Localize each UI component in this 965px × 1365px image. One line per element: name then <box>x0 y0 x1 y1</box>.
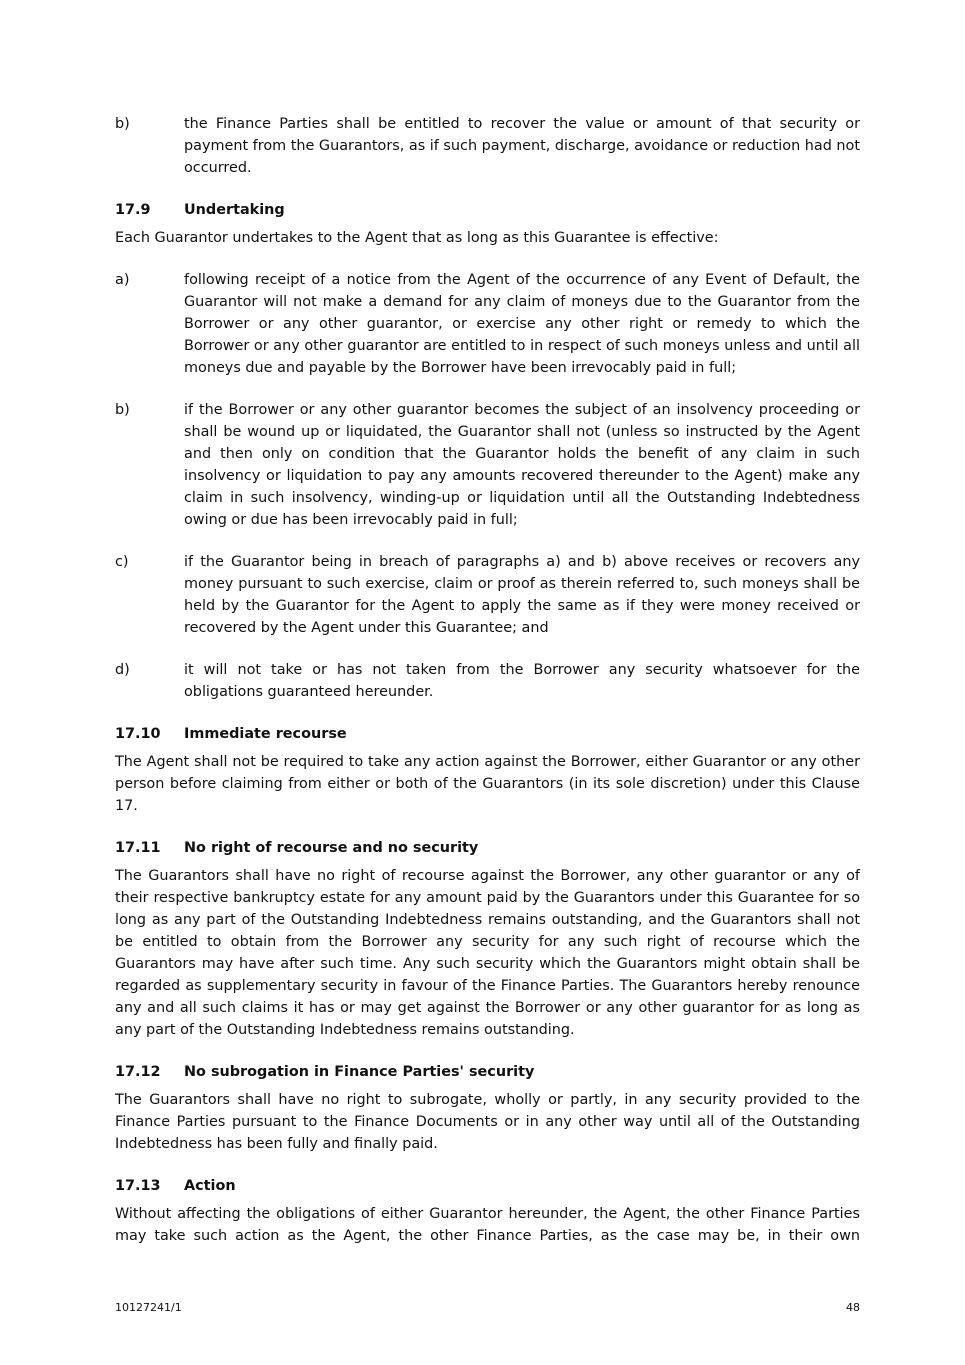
list-item <box>115 113 860 179</box>
list-item-text: the Finance Parties shall be entitled to recover the value or amount of that security or payment from the Guarantors, as if such payment, discharge, avoidance or reduction had not occurred. <box>184 116 861 176</box>
section-heading-17-12 <box>115 1061 860 1083</box>
section-title: No right of recourse and no security <box>184 840 479 856</box>
list-item <box>115 659 860 703</box>
section-title: Immediate recourse <box>184 726 347 742</box>
list-marker: c) <box>115 554 129 570</box>
section-title: Action <box>184 1178 236 1194</box>
section-title: Undertaking <box>184 202 285 218</box>
section-number: 17.11 <box>115 840 161 856</box>
list-item-text: following receipt of a notice from the Agent of the occurrence of any Event of Default, the Guarantor will not make a demand for any claim of moneys due to the Guarantor from the Borrower or any other guarantor, or exercise any other right or remedy to which the Borrower or any other guarantor are entitled to in respect of such moneys unless and until all moneys due and payable by the Borrower have been irrevocably paid in full; <box>184 272 860 376</box>
section-number: 17.9 <box>115 202 151 218</box>
list-item-text: if the Borrower or any other guarantor becomes the subject of an insolvency proceeding or shall be wound up or liquidated, the Guarantor shall not (unless so instructed by the Agent and then only on condition that the Guarantor holds the benefit of any claim in such insolvency or liquidation to pay any amounts recovered thereunder to the Agent) make any claim in such insolvency, winding-up or liquidation until all the Outstanding Indebtedness owing or due has been irrevocably paid in full; <box>184 402 860 528</box>
section-heading-17-11 <box>115 837 860 859</box>
page-footer <box>115 1300 860 1316</box>
section-title: No subrogation in Finance Parties' security <box>184 1064 535 1080</box>
document-reference: 10127241/1 <box>115 1301 182 1314</box>
section-number: 17.13 <box>115 1178 161 1194</box>
list-item-text: if the Guarantor being in breach of paragraphs a) and b) above receives or recovers any money pursuant to such exercise, claim or proof as therein referred to, such moneys shall be held by the Guarantor for the Agent to apply the same as if they were money received or recovered by the Agent under this Guarantee; and <box>184 554 860 636</box>
list-item-text: it will not take or has not taken from the Borrower any security whatsoever for the obligations guaranteed hereunder. <box>184 662 860 700</box>
section-heading-17-13 <box>115 1175 860 1197</box>
list-item <box>115 551 860 639</box>
page-content <box>115 113 860 1247</box>
section-number: 17.12 <box>115 1064 161 1080</box>
section-heading-17-10 <box>115 723 860 745</box>
list-item <box>115 399 860 531</box>
page-number: 48 <box>846 1301 860 1314</box>
list-marker: a) <box>115 272 130 288</box>
section-intro: Each Guarantor undertakes to the Agent that as long as this Guarantee is effective: <box>115 230 719 246</box>
section-heading-17-9 <box>115 199 860 221</box>
list-item <box>115 269 860 379</box>
list-marker: b) <box>115 116 130 132</box>
section-body: The Guarantors shall have no right to subrogate, wholly or partly, in any security provided to the Finance Parties pursuant to the Finance Documents or in any other way until all of the Outstanding Indebtedness has been fully and finally paid. <box>115 1092 860 1152</box>
section-body: The Agent shall not be required to take any action against the Borrower, either Guarantor or any other person before claiming from either or both of the Guarantors (in its sole discretion) under this Clause 17. <box>115 754 860 814</box>
section-number: 17.10 <box>115 726 161 742</box>
section-body: Without affecting the obligations of either Guarantor hereunder, the Agent, the other Finance Parties may take such action as the Agent, the other Finance Parties, as the case may be, in their own <box>115 1206 860 1244</box>
list-marker: d) <box>115 662 130 678</box>
section-body: The Guarantors shall have no right of recourse against the Borrower, any other guarantor or any of their respective bankruptcy estate for any amount paid by the Guarantors under this Guarantee for so long as any part of the Outstanding Indebtedness remains outstanding, and the Guarantors shall not be entitled to obtain from the Borrower any security for any such right of recourse which the Guarantors may have after such time. Any such security which the Guarantors might obtain shall be regarded as supplementary security in favour of the Finance Parties. The Guarantors hereby renounce any and all such claims it has or may get against the Borrower or any other guarantor for as long as any part of the Outstanding Indebtedness remains outstanding. <box>115 868 860 1038</box>
list-marker: b) <box>115 402 130 418</box>
